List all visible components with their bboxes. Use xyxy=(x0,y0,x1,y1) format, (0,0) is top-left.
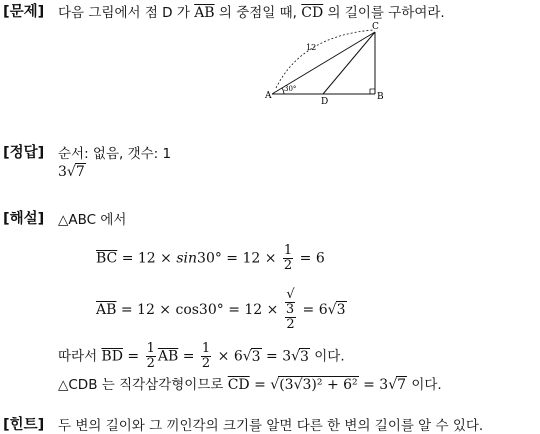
equation-ab: $\overline{AB} = 12 \times \cos 30^\circ = 12$ × √ 3 2 = 6√3 xyxy=(96,287,346,332)
point-b: B xyxy=(377,92,384,102)
length-arc xyxy=(276,30,373,88)
equation-bc: $\overline{BC} = 12 \times \sin 30^\circ = 12$ × $\frac{1}{2}$ = 6 xyxy=(96,243,325,273)
angle-label: 30° xyxy=(284,85,297,93)
explanation-intro: △ABC 에서 xyxy=(58,212,127,228)
problem-text: 다음 그림에서 점 D 가 $\overline{AB}$ 의 중점일 때, $\overline{CD}$ 의 길이를 구하여라. xyxy=(58,5,445,21)
segment-cd xyxy=(323,32,375,94)
explanation-label: [해설] xyxy=(3,211,45,227)
answer-meta: 순서: 없음, 갯수: 1 xyxy=(58,146,172,162)
point-c: C xyxy=(372,22,379,32)
side-label: 12 xyxy=(306,43,317,52)
equation-bd: 따라서 $\overline{BD}$ = $\frac{1}{2}$ $\overline{AB}$ = $\frac{1}{2}$ × 6√3 = 3√3 이다. xyxy=(58,341,345,371)
problem-label: [문제] xyxy=(3,4,45,20)
point-a: A xyxy=(265,91,272,101)
answer-label: [정답] xyxy=(3,145,45,161)
right-angle-mark xyxy=(370,89,375,94)
equation-cd: △CDB 는 직각삼각형이므로 $\overline{CD} = √(3√3)^2 + 6^2 = 3√7$ 이다. xyxy=(58,377,442,393)
triangle-figure xyxy=(262,18,392,108)
hint-text: 두 변의 길이와 그 끼인각의 크기를 알면 다른 한 변의 길이를 알 수 있다. xyxy=(58,418,484,434)
point-d: D xyxy=(321,97,329,107)
hint-label: [힌트] xyxy=(3,417,45,433)
answer-value: 3√7 xyxy=(58,164,85,180)
